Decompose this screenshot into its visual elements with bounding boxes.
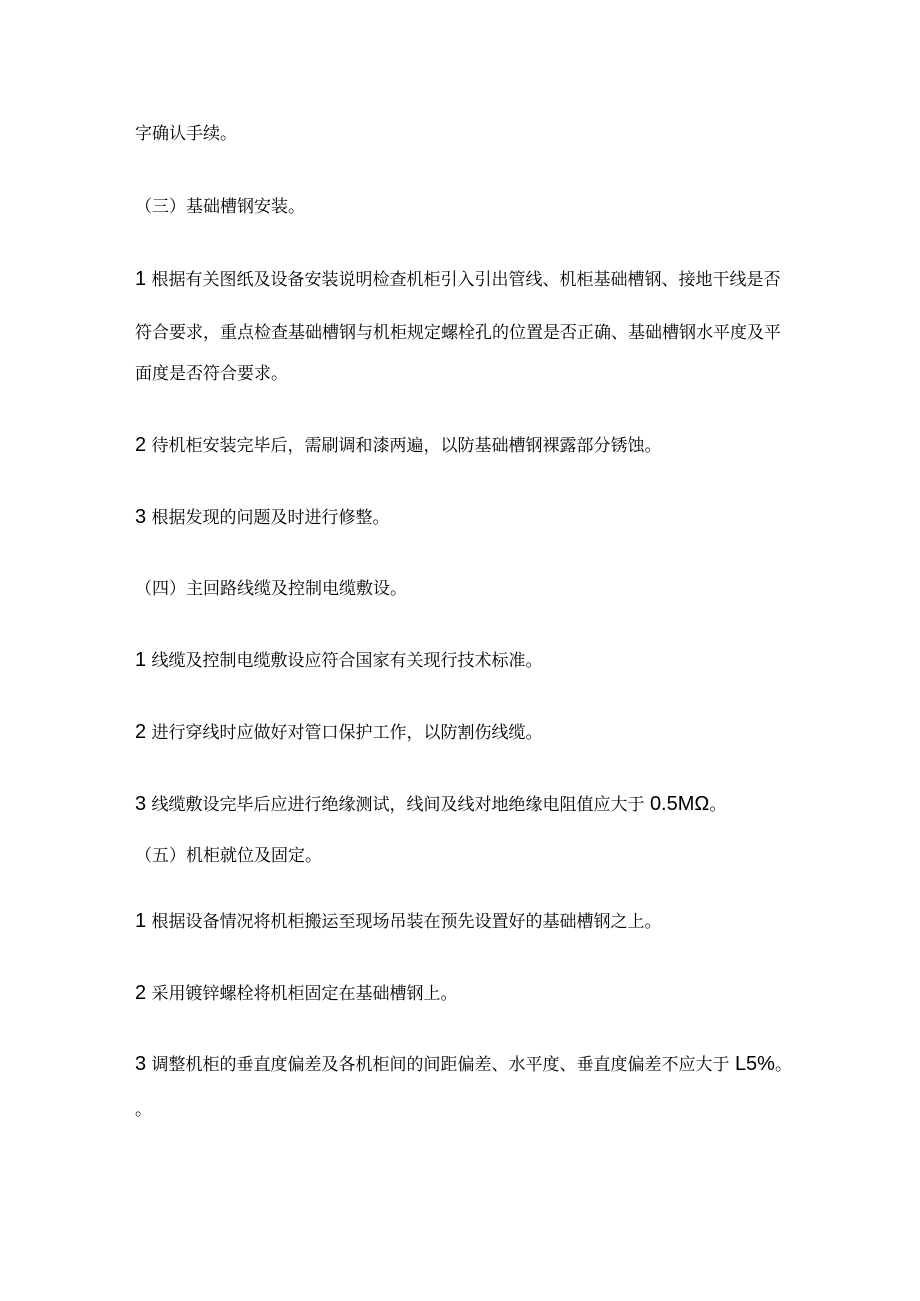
line-text: （四）主回路线缆及控制电缆敷设。: [135, 579, 407, 599]
item-4-3: [135, 792, 726, 817]
item-number: 3: [135, 506, 147, 528]
line-text: 线缆及控制电缆敷设应符合国家有关现行技术标准。: [146, 651, 543, 671]
item-number: 3: [135, 1053, 147, 1075]
item-3-1-cont: [135, 362, 288, 386]
section-heading-3: [135, 195, 305, 219]
item-3-1-cont: [135, 321, 781, 345]
item-5-3: [135, 1052, 792, 1077]
line-text: 调整机柜的垂直度偏差及各机柜间的间距偏差、水平度、垂直度偏差不应大于: [146, 1055, 735, 1075]
item-5-1: [135, 909, 662, 934]
item-4-1: [135, 648, 543, 673]
item-3-2: [135, 433, 662, 458]
item-number: 2: [135, 434, 147, 456]
deviation-value: L5%: [734, 1053, 775, 1075]
section-heading-5: [135, 844, 322, 868]
item-number: 1: [135, 910, 147, 932]
item-5-2: [135, 981, 458, 1006]
item-4-2: [135, 720, 543, 745]
line-text: （五）机柜就位及固定。: [135, 846, 322, 866]
line-text: 线缆敷设完毕后应进行绝缘测试，线间及线对地绝缘电阻值应大于: [146, 795, 650, 815]
line-text: 待机柜安装完毕后，需刷调和漆两遍，以防基础槽钢裸露部分锈蚀。: [146, 436, 662, 456]
line-text: 字确认手续。: [135, 124, 237, 144]
line-text: （三）基础槽钢安装。: [135, 197, 305, 217]
item-number: 3: [135, 793, 147, 815]
item-3-3: [135, 505, 390, 530]
item-number: 2: [135, 721, 147, 743]
line-text: 。: [135, 1100, 152, 1120]
item-number: 1: [135, 649, 147, 671]
line-text: 根据设备情况将机柜搬运至现场吊装在预先设置好的基础槽钢之上。: [146, 912, 662, 932]
item-number: 1: [135, 268, 147, 290]
line-intro: [135, 122, 237, 146]
line-text: 进行穿线时应做好对管口保护工作，以防割伤线缆。: [146, 723, 543, 743]
line-text: 根据发现的问题及时进行修整。: [146, 508, 390, 528]
resistance-value: 0.5MΩ: [649, 793, 710, 815]
line-end-mark: 。: [709, 795, 727, 815]
stray-period: [135, 1098, 152, 1122]
item-3-1: [135, 267, 781, 292]
line-text: 符合要求，重点检查基础槽钢与机柜规定螺栓孔的位置是否正确、基础槽钢水平度及平: [135, 323, 781, 343]
item-number: 2: [135, 982, 147, 1004]
line-text: 面度是否符合要求。: [135, 364, 288, 384]
line-text: 采用镀锌螺栓将机柜固定在基础槽钢上。: [146, 984, 458, 1004]
line-text: 根据有关图纸及设备安装说明检查机柜引入引出管线、机柜基础槽钢、接地干线是否: [146, 270, 781, 290]
line-end-mark: 。: [774, 1055, 792, 1075]
section-heading-4: [135, 577, 407, 601]
